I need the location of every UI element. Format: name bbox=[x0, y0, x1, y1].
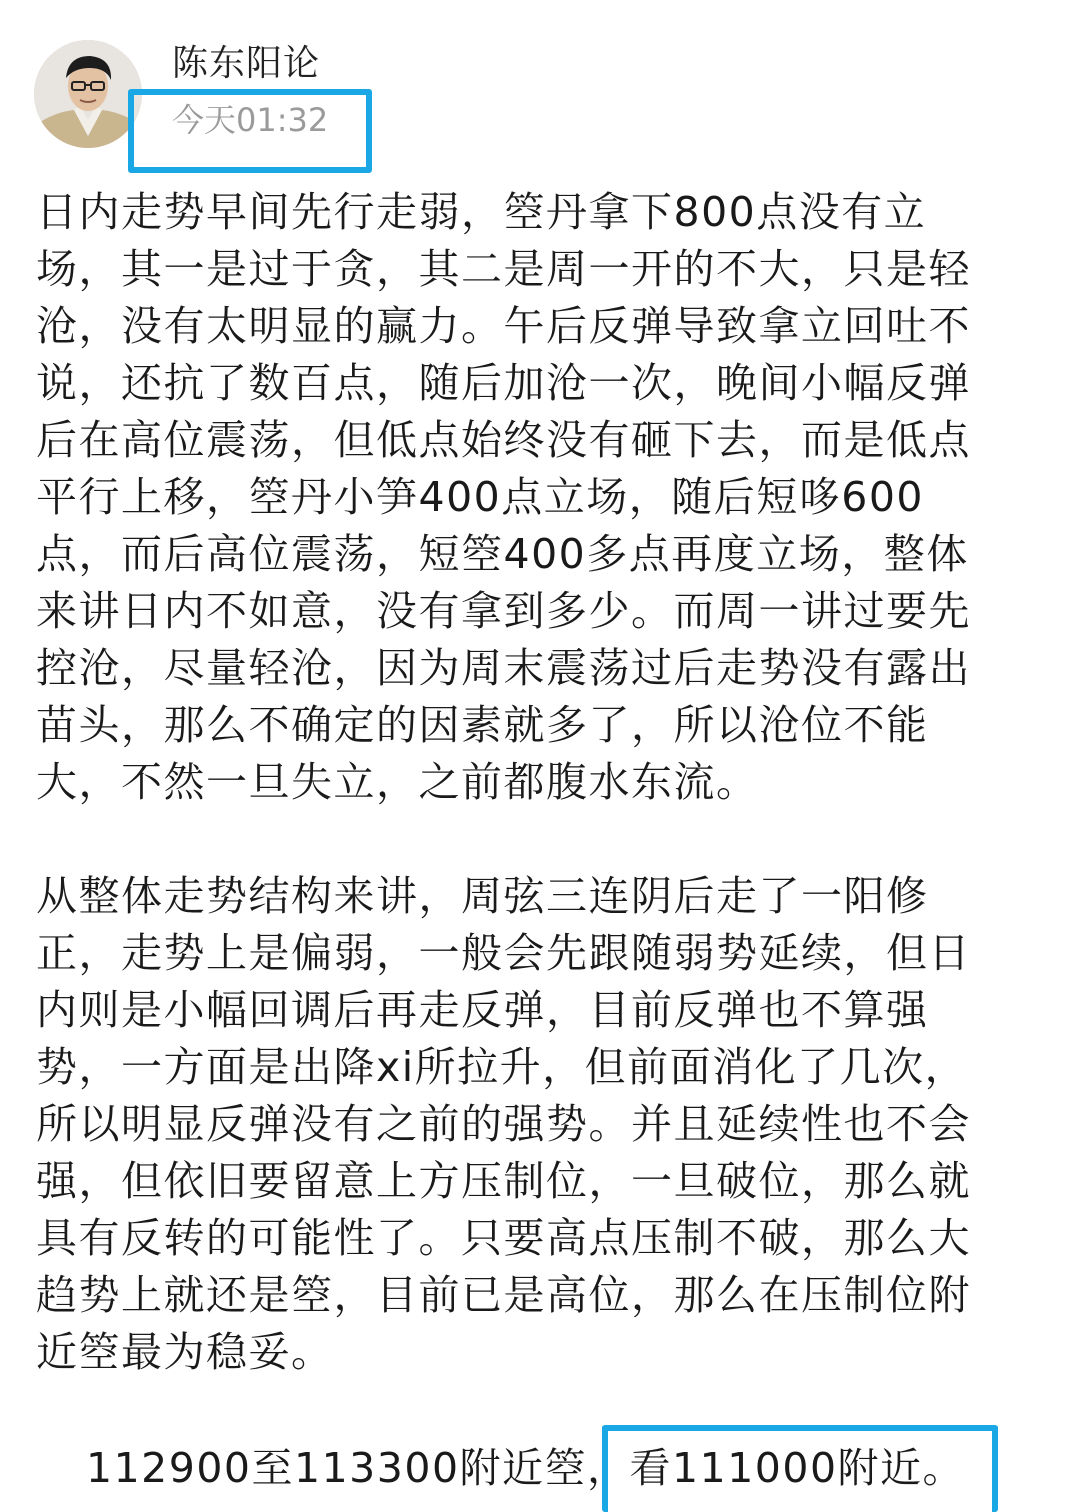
target-text: 看111000附近。 bbox=[629, 1444, 966, 1492]
entry-range-text: 112900至113300附近箜， bbox=[86, 1444, 630, 1492]
post-timestamp: 今天01:32 bbox=[172, 101, 329, 139]
paragraph-line: 来讲日内不如意，没有拿到多少。而周一讲过要先 bbox=[36, 587, 971, 635]
paragraph-line: 趋势上就还是箜，目前已是高位，那么在压制位附 bbox=[36, 1271, 971, 1319]
paragraph-line: 具有反转的可能性了。只要高点压制不破，那么大 bbox=[36, 1214, 971, 1262]
paragraph-line: 苗头，那么不确定的因素就多了，所以沧位不能 bbox=[36, 701, 929, 749]
paragraph-line: 正，走势上是偏弱，一般会先跟随弱势延续，但日 bbox=[36, 929, 971, 977]
paragraph-line: 说，还抗了数百点，随后加沧一次，晚间小幅反弹 bbox=[36, 359, 971, 407]
paragraph-line: 势，一方面是出降xi所拉升，但前面消化了几次， bbox=[36, 1043, 968, 1091]
author-avatar[interactable] bbox=[34, 40, 142, 148]
avatar-portrait-icon bbox=[34, 40, 142, 148]
post-paragraph-1 bbox=[36, 184, 1048, 811]
paragraph-line: 所以明显反弹没有之前的强势。并且延续性也不会 bbox=[36, 1100, 971, 1148]
paragraph-line: 大，不然一旦失立，之前都腹水东流。 bbox=[36, 758, 759, 806]
target-highlight-box bbox=[602, 1425, 998, 1512]
paragraph-line: 控沧，尽量轻沧，因为周末震荡过后走势没有露出 bbox=[36, 644, 971, 692]
paragraph-line: 强，但依旧要留意上方压制位，一旦破位，那么就 bbox=[36, 1157, 971, 1205]
timestamp-highlight-box bbox=[128, 89, 372, 173]
paragraph-line: 后在高位震荡，但低点始终没有砸下去，而是低点 bbox=[36, 416, 971, 464]
author-name[interactable]: 陈东阳论 bbox=[172, 43, 321, 84]
paragraph-line: 内则是小幅回调后再走反弹，目前反弹也不算强 bbox=[36, 986, 929, 1034]
paragraph-line: 点，而后高位震荡，短箜400多点再度立场，整体 bbox=[36, 530, 969, 578]
paragraph-line: 近箜最为稳妥。 bbox=[36, 1328, 334, 1376]
paragraph-line: 从整体走势结构来讲，周弦三连阴后走了一阳修 bbox=[36, 872, 929, 920]
paragraph-line: 平行上移，箜丹小笋400点立场，随后短哆600 bbox=[36, 473, 925, 521]
paragraph-line: 场，其一是过于贪，其二是周一开的不大，只是轻 bbox=[36, 245, 971, 293]
paragraph-line: 日内走势早间先行走弱，箜丹拿下800点没有立 bbox=[36, 188, 927, 236]
post-paragraph-2 bbox=[36, 868, 1048, 1381]
paragraph-line: 沧，没有太明显的赢力。午后反弹导致拿立回吐不 bbox=[36, 302, 971, 350]
